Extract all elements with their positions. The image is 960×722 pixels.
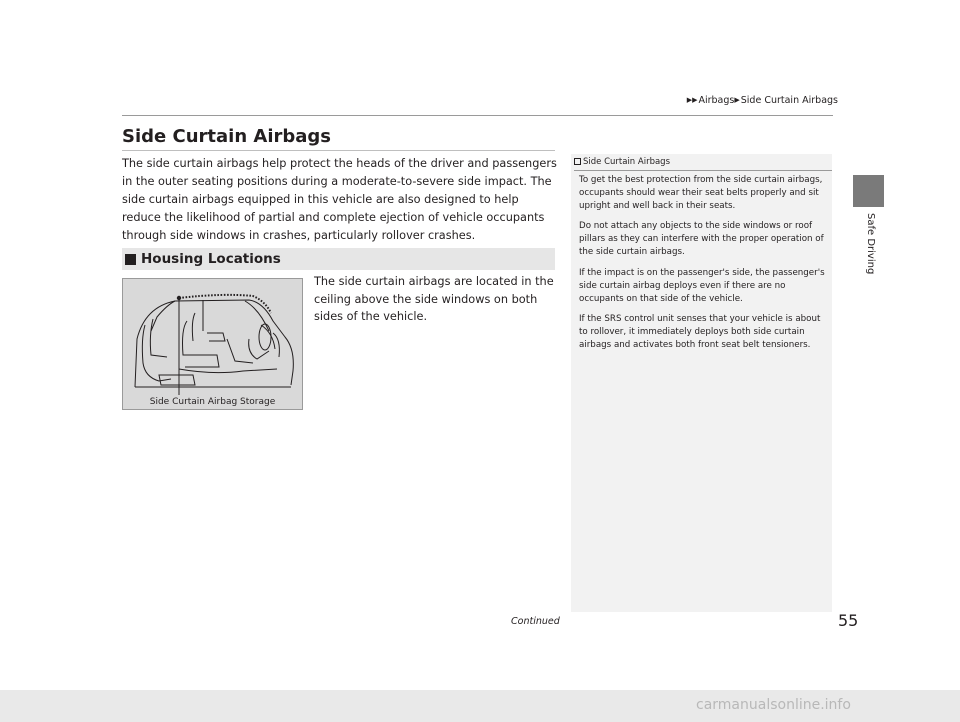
- notes-heading-rule: [574, 170, 832, 171]
- breadcrumb-arrow-icon: ▶: [734, 96, 740, 104]
- note-paragraph: If the SRS control unit senses that your vehicle is about to rollover, it immediately deploys both side curtain airbags and activates both front seat belt tensioners.: [579, 313, 821, 351]
- section-tab-marker: [853, 175, 884, 207]
- note-paragraph: If the impact is on the passenger's side, the passenger's side curtain airbag deploys even if there are no occupants on that side of the vehicle.: [579, 267, 825, 304]
- title-rule: [122, 150, 555, 151]
- notes-heading: [574, 157, 670, 167]
- section-paragraph: The side curtain airbags are located in the ceiling above the side windows on both sides of the vehicle.: [314, 275, 554, 323]
- continued-label: Continued: [511, 616, 560, 627]
- breadcrumb: [668, 95, 838, 106]
- breadcrumb-arrow-icon: ▶▶: [686, 96, 698, 104]
- section-heading-bar: [122, 248, 555, 270]
- note-reference-icon: [574, 158, 581, 165]
- note-paragraph: Do not attach any objects to the side windows or roof pillars as they can interfere with the proper operation of the side curtain airbags.: [579, 221, 824, 258]
- section-title: Housing Locations: [141, 251, 281, 267]
- header-rule: [122, 115, 833, 116]
- notes-heading-text: Side Curtain Airbags: [583, 157, 670, 167]
- notes-body: [579, 174, 827, 359]
- side-notes-panel: [571, 154, 832, 612]
- note-paragraph: To get the best protection from the side curtain airbags, occupants should wear their seat belts properly and sit upright and well back in their seats.: [579, 175, 823, 212]
- figure-caption: Side Curtain Airbag Storage: [149, 397, 276, 407]
- section-bullet-icon: [125, 254, 136, 265]
- watermark-text: carmanualsonline.info: [696, 697, 851, 713]
- page-title: Side Curtain Airbags: [122, 126, 332, 147]
- breadcrumb-item-side-curtain-airbags: Side Curtain Airbags: [740, 95, 838, 106]
- airbag-location-figure: [122, 278, 303, 410]
- breadcrumb-item-airbags: Airbags: [698, 95, 735, 106]
- intro-paragraph: The side curtain airbags help protect the heads of the driver and passengers in the outer seating positions during a moderate-to-severe side impact. The side curtain airbags equipped in this vehicle are also designed to help reduce the likelihood of partial and complete ejection of vehicle occupants through side windows in crashes, particularly rollover crashes.: [122, 157, 557, 242]
- page-number: 55: [838, 611, 859, 630]
- section-tab-label: Safe Driving: [865, 213, 876, 275]
- car-interior-illustration: [123, 279, 303, 410]
